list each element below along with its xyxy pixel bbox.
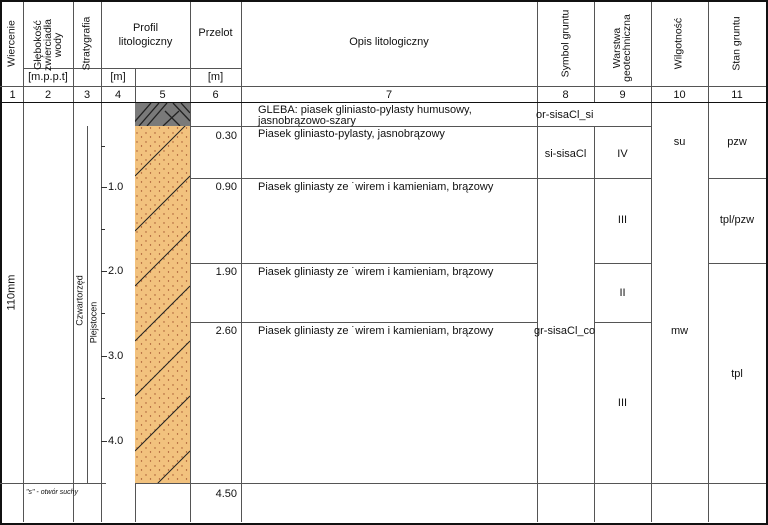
header-wiercenie: Wiercenie <box>5 20 18 67</box>
grid-line <box>101 68 241 69</box>
header-przelot-unit: [m] <box>207 71 224 83</box>
grid-line <box>594 322 651 323</box>
col-num: 3 <box>83 89 91 101</box>
grid-line <box>651 2 652 522</box>
header-stan: Stan gruntu <box>730 16 743 71</box>
header-line: Warstwa <box>611 27 623 69</box>
soil-state: tpl/pzw <box>719 214 755 226</box>
layer-description: Piasek gliniasto-pylasty, jasnobrązowy <box>258 128 445 140</box>
col-num: 2 <box>44 89 52 101</box>
layer-depth: 1.90 <box>215 266 237 278</box>
tick <box>101 229 105 230</box>
grid-line <box>190 322 537 323</box>
layer-description: Piasek gliniasty ze ˙wirem i kamieniam, brązowy <box>258 181 494 193</box>
depth-label: 1.0 <box>108 181 124 193</box>
col-num: 11 <box>731 89 743 101</box>
depth-label: 4.0 <box>108 435 124 447</box>
grid-line <box>594 126 595 522</box>
grid-line <box>708 263 766 264</box>
layer-description: Piasek gliniasty ze ˙wirem i kamieniam, brązowy <box>258 266 494 278</box>
geotech-layer: II <box>619 287 626 299</box>
col-num: 6 <box>212 89 219 101</box>
header-przelot: Przelot <box>198 27 233 39</box>
header-water-depth <box>33 11 63 79</box>
geotech-layer: III <box>617 397 628 409</box>
tick <box>101 146 105 147</box>
grid-line <box>0 86 766 87</box>
soil-symbol: si-sisaCl <box>544 148 587 160</box>
col-num: 10 <box>673 89 686 101</box>
tick <box>101 313 105 314</box>
stratigraphy-epoch: Plejstocen <box>88 301 99 344</box>
lithology-profile <box>135 103 190 483</box>
col-num: 4 <box>114 89 122 101</box>
header-water-unit: [m.p.p.t] <box>28 71 68 83</box>
header-profile-line2: litologiczny <box>118 36 173 48</box>
header-stratygrafia: Stratygrafia <box>80 16 93 71</box>
col-num: 7 <box>385 89 393 101</box>
col-num: 9 <box>619 89 626 101</box>
header-line: zwierciadła <box>42 19 54 71</box>
grid-line <box>241 2 242 522</box>
grid-line <box>0 483 106 484</box>
tick <box>101 187 107 188</box>
grid-line <box>537 2 538 522</box>
grid-line <box>594 2 595 103</box>
grid-line <box>190 178 651 179</box>
header-profile-line1: Profil <box>132 22 159 34</box>
grid-line <box>0 102 766 103</box>
grid-line <box>135 483 766 484</box>
header-line: wody <box>52 32 64 58</box>
layer-depth: 2.60 <box>215 325 237 337</box>
soil-symbol: or-sisaCl_si <box>536 109 594 121</box>
tick <box>101 356 107 357</box>
water-note: "s" - otwór suchy <box>26 489 79 496</box>
col-num: 5 <box>159 89 166 101</box>
col-num: 1 <box>9 89 16 101</box>
geotech-layer: IV <box>617 148 628 160</box>
layer-description: GLEBA: piasek gliniasto-pylasty humusowy, <box>258 104 472 116</box>
col-num: 8 <box>562 89 569 101</box>
layer-depth: 0.30 <box>215 130 237 142</box>
layer-description: Piasek gliniasty ze ˙wirem i kamieniam, brązowy <box>258 325 494 337</box>
geotech-layer: III <box>617 214 628 226</box>
moisture: mw <box>670 325 689 337</box>
header-symbol: Symbol gruntu <box>559 9 572 78</box>
soil-symbol: gr-sisaCl_co <box>534 325 596 337</box>
grid-line <box>708 2 709 522</box>
header-wilgotnosc: Wilgotność <box>672 17 685 70</box>
tick <box>101 398 105 399</box>
tick <box>101 271 107 272</box>
header-warstwa <box>612 8 632 88</box>
grid-line <box>190 263 537 264</box>
soil-state: tpl <box>731 368 743 380</box>
soil-layer <box>135 103 190 126</box>
depth-label: 2.0 <box>108 265 124 277</box>
header-depth-unit: [m] <box>110 71 126 83</box>
grid-line <box>708 178 766 179</box>
moisture: su <box>673 136 686 148</box>
layer-description: jasnobrązowo-szary <box>258 115 356 127</box>
bottom-depth: 4.50 <box>215 488 237 500</box>
soil-state: pzw <box>727 136 747 148</box>
tick <box>101 441 107 442</box>
header-line: Głębokość <box>32 20 44 70</box>
depth-label: 3.0 <box>108 350 124 362</box>
layer-depth: 0.90 <box>215 181 237 193</box>
stratigraphy-period: Czwartorzęd <box>74 275 85 326</box>
header-line: geotechniczna <box>621 14 633 82</box>
grid-line <box>594 263 651 264</box>
boring-diameter: 110mm <box>5 274 18 311</box>
header-opis: Opis litologiczny <box>349 36 429 48</box>
